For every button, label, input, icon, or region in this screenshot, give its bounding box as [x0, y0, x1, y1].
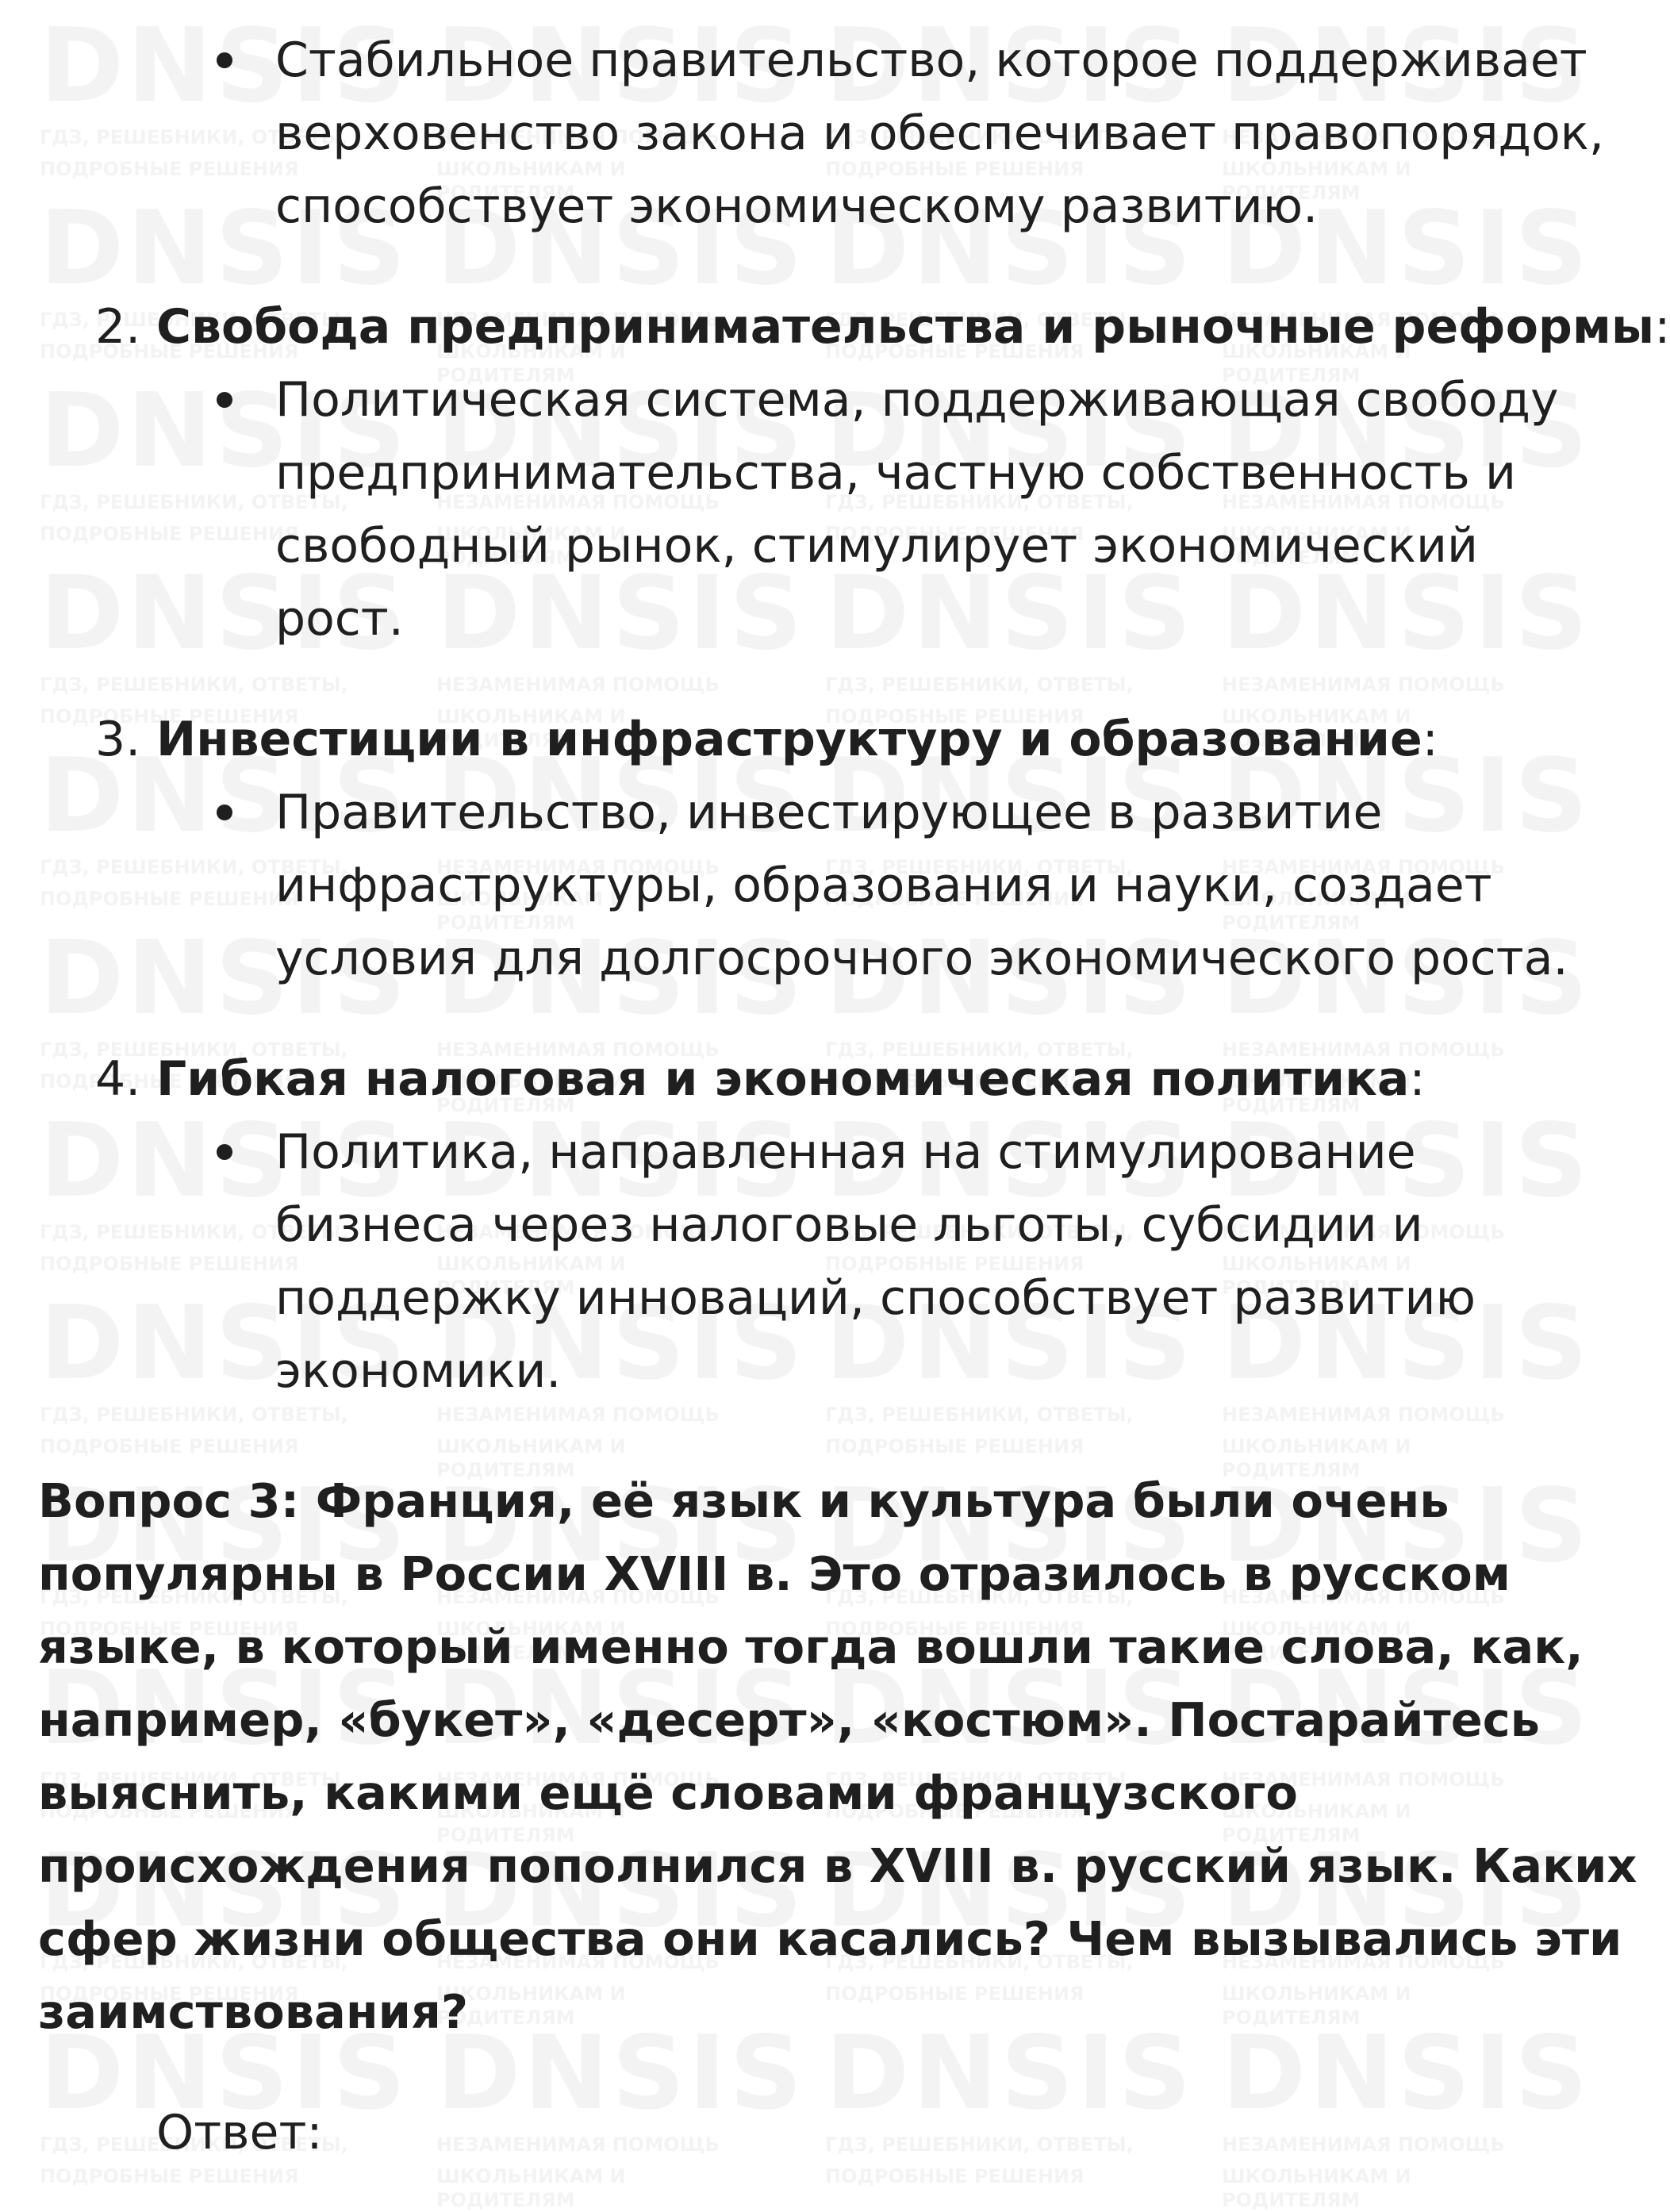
bullet-dot — [217, 1144, 232, 1160]
item-heading: Свобода предпринимательства и рыночные реформы — [156, 299, 1655, 355]
bullet-dot — [217, 392, 232, 408]
text-line: предпринимательства, частную собственность и — [275, 445, 1516, 501]
item-heading-line — [156, 290, 1670, 363]
text-line: способствует экономическому развитию. — [275, 179, 1319, 234]
text-line: Политическая система, поддерживающая свободу — [275, 372, 1559, 428]
text-line: условия для долгосрочного экономического роста. — [275, 931, 1568, 986]
question-line: языке, в который именно тогда вошли такие слова, как, — [38, 1619, 1584, 1674]
answer-label: Ответ: — [156, 2105, 323, 2160]
question-line: сфер жизни общества они касались? Чем вызывались эти — [38, 1911, 1622, 1966]
watermark — [436, 2023, 770, 2212]
item-heading-line — [156, 1043, 1426, 1116]
question-line: происхождения пополнился в XVIII в. русский язык. Каких — [38, 1838, 1637, 1893]
item-heading-colon: : — [1422, 712, 1438, 767]
item-number: 4. — [95, 1051, 141, 1107]
text-line: инфраструктуры, образования и науки, создает — [275, 858, 1492, 913]
question-line: например, «букет», «десерт», «костюм». Постарайтесь — [38, 1692, 1540, 1747]
text-line: верховенство закона и обеспечивает правопорядок, — [275, 106, 1604, 161]
item-heading: Инвестиции в инфраструктуру и образование — [156, 712, 1422, 767]
text-line: Правительство, инвестирующее в развитие — [275, 785, 1383, 840]
bullet-dot — [217, 52, 232, 68]
bullet-dot — [217, 805, 232, 820]
text-line: Политика, направленная на стимулирование — [275, 1124, 1416, 1180]
question-line: популярны в России XVIII в. Это отразилось в русском — [38, 1546, 1511, 1601]
text-line: рост. — [275, 591, 404, 647]
item-heading: Гибкая налоговая и экономическая политика — [156, 1051, 1410, 1107]
item-number: 2. — [95, 299, 141, 355]
text-line: поддержку инноваций, способствует развитию — [275, 1270, 1476, 1326]
text-line: Стабильное правительство, которое поддерживает — [275, 33, 1587, 88]
question-line: заимствования? — [38, 1984, 469, 2039]
text-line: свободный рынок, стимулирует экономический — [275, 518, 1478, 574]
item-heading-line — [156, 703, 1438, 776]
question-line: выяснить, какими ещё словами французского — [38, 1765, 1298, 1820]
item-number: 3. — [95, 712, 141, 767]
text-line: бизнеса через налоговые льготы, субсидии и — [275, 1197, 1423, 1253]
item-heading-colon: : — [1654, 299, 1670, 355]
watermark — [1222, 2023, 1555, 2212]
watermark — [825, 2023, 1158, 2188]
question-line: Вопрос 3: Франция, её язык и культура были очень — [38, 1473, 1449, 1528]
text-line: экономики. — [275, 1343, 562, 1399]
item-heading-colon: : — [1409, 1051, 1426, 1107]
